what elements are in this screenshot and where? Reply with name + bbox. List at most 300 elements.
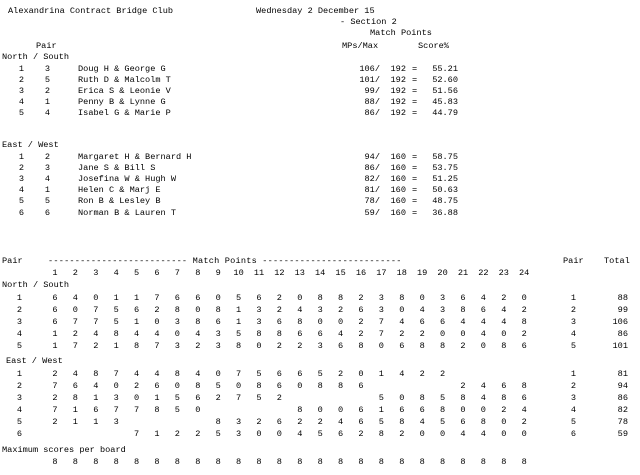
board-score-cell: 4 (297, 304, 303, 315)
summary-rank: 4 (18, 185, 24, 196)
board-score-cell: 2 (338, 369, 344, 379)
board-score-cell: 6 (338, 340, 344, 351)
summary-score: 44.79 (432, 108, 458, 119)
ns-section-heading: North / South (2, 52, 70, 62)
summary-equals: = (412, 97, 418, 108)
board-score-cell: 4 (154, 328, 160, 339)
board-score-cell: 2 (134, 381, 140, 391)
grid-pair-number-right: 2 (570, 381, 576, 391)
grid-pair-total: 106 (612, 316, 628, 327)
score-percent-label: Score% (418, 41, 449, 51)
max-score-cell: 8 (317, 457, 323, 467)
grid-pair-number-right: 2 (570, 304, 576, 315)
summary-rank: 2 (18, 163, 24, 174)
board-score-cell: 2 (460, 340, 466, 351)
grid-pair-number: 2 (16, 381, 22, 391)
board-score-cell: 8 (460, 393, 466, 403)
board-score-cell: 0 (480, 405, 486, 415)
board-score-cell: 6 (93, 405, 99, 415)
summary-rank: 1 (18, 64, 24, 74)
grid-pair-number-right: 6 (570, 429, 576, 439)
grid-pair-total: 81 (617, 369, 628, 379)
board-score-cell: 8 (501, 340, 507, 351)
board-score-cell: 3 (317, 304, 323, 315)
board-score-cell: 6 (215, 316, 221, 327)
board-score-cell: 6 (317, 328, 323, 339)
board-score-cell: 2 (501, 405, 507, 415)
board-score-cell: 6 (419, 316, 425, 327)
board-score-cell: 7 (113, 369, 119, 379)
max-score-cell: 8 (72, 457, 78, 467)
board-score-cell: 2 (440, 369, 446, 379)
board-score-cell: 3 (378, 293, 384, 303)
board-score-cell: 0 (440, 429, 446, 439)
board-score-cell: 3 (440, 304, 446, 315)
summary-score: 51.56 (432, 86, 458, 97)
board-score-cell: 2 (52, 369, 58, 379)
board-score-cell: 6 (399, 405, 405, 415)
board-number: 7 (174, 268, 180, 278)
board-score-cell: 7 (378, 328, 384, 339)
board-score-cell: 8 (256, 381, 262, 391)
max-score-cell: 8 (358, 457, 364, 467)
board-score-cell: 6 (276, 369, 282, 379)
board-score-cell: 7 (52, 381, 58, 391)
board-score-cell: 0 (521, 429, 527, 439)
board-score-cell: 1 (52, 340, 58, 351)
grid-pair-number: 1 (16, 369, 22, 379)
summary-rank: 6 (18, 207, 24, 218)
board-score-cell: 8 (72, 393, 78, 403)
board-score-cell: 8 (521, 381, 527, 391)
board-number: 8 (195, 268, 201, 278)
board-score-cell: 0 (317, 405, 323, 415)
board-score-cell: 6 (480, 304, 486, 315)
board-score-cell: 2 (195, 340, 201, 351)
board-score-cell: 5 (378, 417, 384, 427)
board-number: 4 (113, 268, 119, 278)
board-score-cell: 0 (174, 328, 180, 339)
board-score-cell: 6 (195, 393, 201, 403)
board-score-cell: 0 (460, 328, 466, 339)
summary-score: 36.88 (432, 207, 458, 218)
board-score-cell: 7 (72, 316, 78, 327)
board-number: 9 (215, 268, 221, 278)
board-score-cell: 8 (521, 316, 527, 327)
board-score-cell: 6 (276, 381, 282, 391)
board-score-cell: 2 (317, 417, 323, 427)
board-score-cell: 6 (460, 293, 466, 303)
board-score-cell: 2 (358, 328, 364, 339)
board-score-cell: 1 (113, 293, 119, 303)
board-score-cell: 2 (399, 429, 405, 439)
board-score-cell: 8 (93, 369, 99, 379)
board-score-cell: 8 (501, 393, 507, 403)
summary-max: 192 (390, 75, 406, 86)
board-score-cell: 4 (399, 316, 405, 327)
board-score-cell: 1 (154, 393, 160, 403)
summary-mps: 94/ (364, 152, 380, 162)
board-score-cell: 8 (480, 417, 486, 427)
grid-pair-number-right: 1 (570, 369, 576, 379)
board-score-cell: 5 (113, 304, 119, 315)
max-score-cell: 8 (256, 457, 262, 467)
grid-total-label: Total (604, 256, 630, 266)
board-score-cell: 0 (215, 369, 221, 379)
grid-pair-total: 86 (617, 393, 628, 403)
summary-mps: 88/ (364, 97, 380, 108)
board-score-cell: 6 (174, 293, 180, 303)
summary-mps: 101/ (359, 75, 380, 86)
board-score-cell: 2 (521, 417, 527, 427)
board-number: 2 (72, 268, 78, 278)
board-score-cell: 8 (317, 293, 323, 303)
board-score-cell: 8 (195, 381, 201, 391)
board-score-cell: 6 (358, 417, 364, 427)
board-score-cell: 2 (276, 340, 282, 351)
max-score-cell: 8 (174, 457, 180, 467)
board-score-cell: 5 (256, 369, 262, 379)
board-score-cell: 4 (154, 369, 160, 379)
board-score-cell: 7 (154, 340, 160, 351)
board-score-cell: 4 (195, 328, 201, 339)
board-score-cell: 4 (72, 369, 78, 379)
summary-mps: 81/ (364, 185, 380, 196)
max-score-cell: 8 (297, 457, 303, 467)
board-score-cell: 7 (134, 405, 140, 415)
board-score-cell: 2 (419, 369, 425, 379)
board-number: 12 (274, 268, 285, 278)
board-score-cell: 5 (440, 393, 446, 403)
board-score-cell: 3 (440, 293, 446, 303)
board-score-cell: 8 (440, 405, 446, 415)
mps-max-label: MPs/Max (342, 41, 379, 51)
summary-pair-number: 2 (44, 152, 50, 162)
max-score-cell: 8 (378, 457, 384, 467)
board-score-cell: 4 (297, 429, 303, 439)
board-score-cell: 1 (72, 417, 78, 427)
board-number: 6 (154, 268, 160, 278)
board-score-cell: 2 (276, 393, 282, 403)
board-score-cell: 0 (338, 405, 344, 415)
board-score-cell: 0 (358, 369, 364, 379)
board-score-cell: 0 (256, 340, 262, 351)
board-score-cell: 0 (440, 328, 446, 339)
summary-max: 192 (390, 86, 406, 97)
summary-pair-names: Ruth D & Malcolm T (78, 75, 171, 86)
board-score-cell: 0 (419, 293, 425, 303)
board-score-cell: 2 (501, 293, 507, 303)
board-score-cell: 6 (501, 381, 507, 391)
summary-pair-names: Erica S & Leonie V (78, 86, 171, 97)
board-score-cell: 0 (113, 381, 119, 391)
board-score-cell: 4 (521, 405, 527, 415)
board-score-cell: 6 (358, 304, 364, 315)
board-score-cell: 3 (113, 393, 119, 403)
board-score-cell: 6 (195, 293, 201, 303)
summary-max: 160 (390, 196, 406, 207)
board-number: 17 (376, 268, 387, 278)
summary-equals: = (412, 185, 418, 196)
summary-equals: = (412, 108, 418, 119)
board-score-cell: 0 (72, 304, 78, 315)
board-score-cell: 4 (419, 304, 425, 315)
board-score-cell: 0 (93, 293, 99, 303)
ew-section-heading: East / West (2, 140, 59, 150)
board-score-cell: 8 (358, 340, 364, 351)
board-score-cell: 5 (236, 328, 242, 339)
board-score-cell: 5 (317, 429, 323, 439)
board-score-cell: 3 (174, 316, 180, 327)
board-score-cell: 4 (419, 417, 425, 427)
board-score-cell: 0 (480, 340, 486, 351)
board-score-cell: 7 (113, 405, 119, 415)
board-score-cell: 6 (52, 304, 58, 315)
board-score-cell: 8 (174, 369, 180, 379)
grid-pair-total: 86 (617, 328, 628, 339)
board-score-cell: 5 (440, 417, 446, 427)
max-score-cell: 8 (521, 457, 527, 467)
board-score-cell: 8 (113, 328, 119, 339)
max-score-cell: 8 (501, 457, 507, 467)
board-score-cell: 3 (256, 304, 262, 315)
max-score-cell: 8 (399, 457, 405, 467)
summary-score: 51.25 (432, 174, 458, 185)
board-number: 11 (253, 268, 265, 278)
board-score-cell: 4 (72, 293, 78, 303)
board-number: 13 (294, 268, 305, 278)
grid-pair-number-right: 5 (570, 340, 576, 351)
summary-score: 48.75 (432, 196, 458, 207)
grid-ew-heading: East / West (6, 356, 63, 366)
board-score-cell: 6 (521, 340, 527, 351)
grid-pair-number-right: 1 (570, 293, 576, 303)
board-score-cell: 2 (72, 328, 78, 339)
summary-equals: = (412, 75, 418, 86)
board-score-cell: 6 (521, 393, 527, 403)
max-score-cell: 8 (154, 457, 160, 467)
summary-rank: 3 (18, 174, 24, 185)
board-score-cell: 2 (52, 417, 58, 427)
board-number: 10 (233, 268, 244, 278)
grid-pair-total: 88 (617, 293, 628, 303)
board-score-cell: 0 (297, 381, 303, 391)
session-date: Wednesday 2 December 15 (256, 6, 375, 16)
grid-pair-number: 6 (16, 429, 22, 439)
board-score-cell: 4 (480, 381, 486, 391)
summary-pair-names: Ron B & Lesley B (78, 196, 161, 207)
board-score-cell: 8 (297, 316, 303, 327)
board-score-cell: 5 (236, 293, 242, 303)
max-scores-heading: Maximum scores per board (2, 445, 126, 455)
board-score-cell: 0 (419, 429, 425, 439)
board-score-cell: 0 (399, 304, 405, 315)
board-score-cell: 7 (134, 429, 140, 439)
summary-pair-number: 4 (44, 108, 50, 119)
board-score-cell: 5 (174, 405, 180, 415)
max-score-cell: 8 (195, 457, 201, 467)
max-score-cell: 8 (276, 457, 282, 467)
board-score-cell: 1 (52, 328, 58, 339)
board-score-cell: 8 (399, 293, 405, 303)
board-score-cell: 0 (215, 293, 221, 303)
grid-pair-total: 82 (617, 405, 628, 415)
board-number: 16 (355, 268, 367, 278)
grid-pair-number-right: 4 (570, 328, 576, 339)
board-score-cell: 6 (72, 381, 78, 391)
board-score-cell: 6 (52, 316, 58, 327)
summary-max: 160 (390, 185, 406, 196)
board-score-cell: 4 (460, 429, 466, 439)
board-score-cell: 3 (236, 417, 242, 427)
board-score-cell: 4 (480, 393, 486, 403)
board-score-cell: 1 (113, 340, 119, 351)
board-score-cell: 5 (215, 429, 221, 439)
summary-equals: = (412, 64, 418, 74)
board-score-cell: 0 (501, 328, 507, 339)
board-score-cell: 8 (317, 381, 323, 391)
pair-column-label: Pair (36, 41, 57, 51)
summary-pair-names: Isabel G & Marie P (78, 108, 171, 119)
summary-max: 160 (390, 152, 406, 162)
board-score-cell: 3 (378, 304, 384, 315)
board-score-cell: 0 (297, 293, 303, 303)
grid-pair-number: 3 (16, 316, 22, 327)
summary-score: 53.75 (432, 163, 458, 174)
board-score-cell: 7 (52, 405, 58, 415)
grid-pair-total: 78 (617, 417, 628, 427)
grid-pair-number: 3 (16, 393, 22, 403)
board-score-cell: 4 (399, 369, 405, 379)
board-score-cell: 0 (338, 316, 344, 327)
board-score-cell: 4 (93, 381, 99, 391)
summary-mps: 99/ (364, 86, 380, 97)
summary-mps: 78/ (364, 196, 380, 207)
board-score-cell: 6 (256, 293, 262, 303)
board-number: 5 (134, 268, 140, 278)
summary-score: 58.75 (432, 152, 458, 162)
board-score-cell: 0 (521, 293, 527, 303)
board-score-cell: 8 (440, 340, 446, 351)
board-score-cell: 2 (276, 304, 282, 315)
board-score-cell: 8 (460, 304, 466, 315)
board-score-cell: 4 (480, 429, 486, 439)
board-score-cell: 4 (195, 369, 201, 379)
summary-max: 192 (390, 108, 406, 119)
grid-pair-number-right: 3 (570, 393, 576, 403)
board-score-cell: 1 (236, 316, 242, 327)
grid-pair-number: 5 (16, 340, 22, 351)
board-score-cell: 2 (521, 328, 527, 339)
board-score-cell: 1 (93, 393, 99, 403)
grid-pair-number-right: 3 (570, 316, 576, 327)
board-score-cell: 0 (399, 393, 405, 403)
summary-pair-number: 1 (44, 97, 50, 108)
max-score-cell: 8 (338, 457, 344, 467)
board-score-cell: 8 (419, 393, 425, 403)
board-score-cell: 6 (419, 405, 425, 415)
board-score-cell: 2 (93, 340, 99, 351)
board-score-cell: 8 (297, 405, 303, 415)
board-score-cell: 7 (154, 293, 160, 303)
board-number: 15 (335, 268, 346, 278)
board-score-cell: 2 (52, 393, 58, 403)
board-score-cell: 0 (134, 393, 140, 403)
max-score-cell: 8 (93, 457, 99, 467)
board-score-cell: 8 (338, 293, 344, 303)
board-score-cell: 3 (256, 316, 262, 327)
board-score-cell: 8 (256, 328, 262, 339)
board-number: 18 (396, 268, 407, 278)
max-score-cell: 8 (480, 457, 486, 467)
summary-equals: = (412, 86, 418, 97)
grid-pair-total: 94 (617, 381, 628, 391)
board-score-cell: 4 (134, 328, 140, 339)
board-score-cell: 2 (297, 417, 303, 427)
board-score-cell: 1 (72, 405, 78, 415)
board-score-cell: 6 (338, 429, 344, 439)
summary-equals: = (412, 196, 418, 207)
board-score-cell: 4 (480, 328, 486, 339)
board-score-cell: 0 (501, 417, 507, 427)
board-number: 24 (519, 268, 530, 278)
grid-pair-number: 5 (16, 417, 22, 427)
summary-mps: 86/ (364, 163, 380, 174)
board-number: 14 (315, 268, 326, 278)
board-score-cell: 2 (419, 328, 425, 339)
match-points-label: Match Points (370, 28, 432, 38)
board-score-cell: 6 (297, 369, 303, 379)
summary-pair-names: Margaret H & Bernard H (78, 152, 192, 162)
summary-pair-names: Doug H & George G (78, 64, 166, 74)
board-score-cell: 2 (297, 340, 303, 351)
board-score-cell: 3 (317, 340, 323, 351)
summary-rank: 5 (18, 108, 24, 119)
board-score-cell: 1 (154, 429, 160, 439)
grid-pair-number-right: 5 (570, 417, 576, 427)
board-score-cell: 7 (93, 316, 99, 327)
summary-pair-names: Jane S & Bill S (78, 163, 156, 174)
board-number: 23 (498, 268, 509, 278)
board-score-cell: 8 (174, 304, 180, 315)
max-score-cell: 8 (52, 457, 58, 467)
summary-rank: 3 (18, 86, 24, 97)
max-score-cell: 8 (236, 457, 242, 467)
board-score-cell: 7 (72, 340, 78, 351)
grid-pair-label: Pair (2, 256, 23, 266)
board-score-cell: 1 (378, 369, 384, 379)
max-score-cell: 8 (215, 457, 221, 467)
summary-pair-number: 4 (44, 174, 50, 185)
grid-pair-number: 4 (16, 405, 22, 415)
board-score-cell: 5 (113, 316, 119, 327)
board-number: 19 (417, 268, 428, 278)
board-score-cell: 2 (338, 304, 344, 315)
board-number: 1 (52, 268, 58, 278)
max-score-cell: 8 (134, 457, 140, 467)
summary-pair-number: 5 (44, 196, 50, 207)
board-score-cell: 2 (195, 429, 201, 439)
summary-score: 52.60 (432, 75, 458, 86)
max-score-cell: 8 (113, 457, 119, 467)
grid-pair-right-label: Pair (563, 256, 584, 266)
summary-mps: 59/ (364, 207, 380, 218)
board-score-cell: 8 (154, 405, 160, 415)
board-score-cell: 4 (501, 316, 507, 327)
summary-max: 160 (390, 207, 406, 218)
summary-mps: 82/ (364, 174, 380, 185)
grid-pair-total: 59 (617, 429, 628, 439)
